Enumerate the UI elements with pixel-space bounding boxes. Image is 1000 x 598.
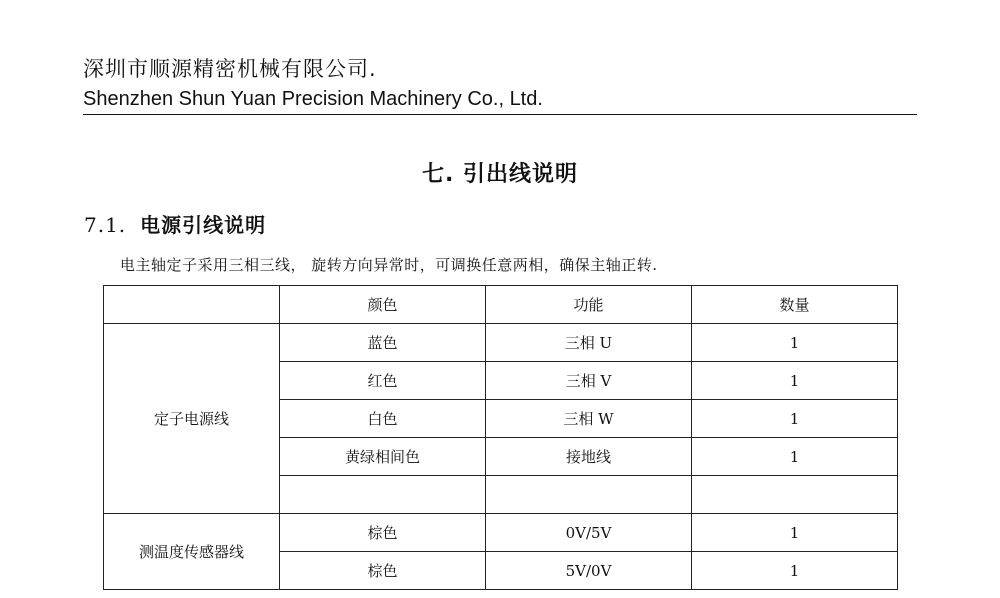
subsection-number: 7.1.	[84, 213, 127, 237]
cell-quantity: 1	[692, 552, 898, 590]
company-name-english: Shenzhen Shun Yuan Precision Machinery Co., Ltd.	[83, 88, 543, 110]
cell-color: 黄绿相间色	[280, 438, 486, 476]
cell-quantity: 1	[692, 438, 898, 476]
group-label-temperature-sensor: 测温度传感器线	[104, 514, 280, 590]
section-title: 七. 引出线说明	[421, 162, 579, 187]
cell-color: 棕色	[280, 514, 486, 552]
cell-function: 三相 V	[486, 362, 692, 400]
cell-function: 三相 U	[486, 324, 692, 362]
cell-function: 三相 W	[486, 400, 692, 438]
header-group-cell	[104, 286, 280, 324]
subsection-description: 电主轴定子采用三相三线， 旋转方向异常时，可调换任意两相，确保主轴正转.	[120, 256, 658, 274]
cell-function	[486, 476, 692, 514]
subsection-title: 电源引线说明	[140, 213, 267, 237]
cell-color	[280, 476, 486, 514]
header-color: 颜色	[280, 286, 486, 324]
header-divider	[83, 114, 917, 115]
table-row	[104, 514, 898, 552]
cell-quantity: 1	[692, 362, 898, 400]
header-quantity: 数量	[692, 286, 898, 324]
company-name-chinese: 深圳市顺源精密机械有限公司.	[83, 57, 377, 81]
cell-function: 0V/5V	[486, 514, 692, 552]
cell-quantity	[692, 476, 898, 514]
table-header-row	[104, 286, 898, 324]
page-header	[83, 56, 917, 115]
lead-wire-table	[103, 285, 898, 590]
cell-quantity: 1	[692, 514, 898, 552]
cell-function: 5V/0V	[486, 552, 692, 590]
cell-quantity: 1	[692, 400, 898, 438]
cell-color: 蓝色	[280, 324, 486, 362]
header-function: 功能	[486, 286, 692, 324]
cell-color: 棕色	[280, 552, 486, 590]
group-label-stator: 定子电源线	[104, 324, 280, 514]
table-row	[104, 324, 898, 362]
subsection-heading	[84, 209, 266, 238]
cell-color: 白色	[280, 400, 486, 438]
cell-quantity: 1	[692, 324, 898, 362]
cell-function: 接地线	[486, 438, 692, 476]
cell-color: 红色	[280, 362, 486, 400]
